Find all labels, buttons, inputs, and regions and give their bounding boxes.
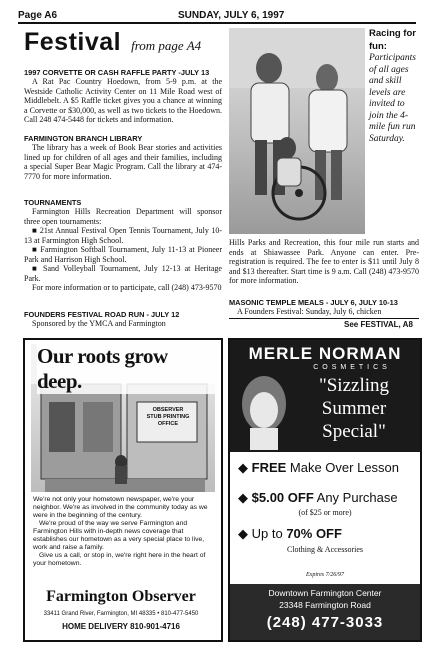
observer-headline: Our roots grow deep.	[37, 344, 217, 394]
woman-portrait-icon	[234, 370, 294, 450]
raffle-text: A Rat Pac Country Hoedown, from 5-9 p.m. at the Westside Catholic Activity Center on 11 Mile Road west of Middlebelt. A $5 Raffle ticket gives you a chance at winning a Corvette or $30,000, as well as two tickets to the Hoedown. Call 248 474-5448 for tickets and information.	[24, 77, 222, 124]
diamond-bullet-icon: ◆	[238, 490, 248, 505]
road-run-heading: FOUNDERS FESTIVAL ROAD RUN - JULY 12	[24, 310, 180, 319]
library-heading: FARMINGTON BRANCH LIBRARY	[24, 134, 143, 143]
observer-para-2: We're proud of the way we serve Farmington and Farmington Hills with in-depth news coverage that establishes our hometown as a very special place to live, work and raise a family.	[33, 520, 205, 551]
offer-free-makeover: ◆ FREE Make Over Lesson	[238, 460, 400, 475]
observer-address: 33411 Grand River, Farmington, MI 48335 • 810-477-5450	[43, 611, 199, 617]
masonic-heading: MASONIC TEMPLE MEALS - JULY 6, JULY 10-13	[229, 298, 398, 307]
merle-norman-brand: MERLE NORMAN	[248, 344, 402, 363]
merle-location-band	[230, 584, 420, 640]
building-sign: OBSERVER STUB PRINTING OFFICE	[146, 407, 190, 427]
tournament-item: ■ Sand Volleyball Tournament, July 12-13 at Heritage Park.	[24, 264, 222, 283]
diamond-bullet-icon: ◆	[238, 526, 248, 541]
page-label: Page A6	[18, 10, 58, 21]
masonic-rule	[229, 318, 419, 319]
photo-caption-bold: Racing for fun:	[369, 28, 416, 52]
observer-para-1: We're not only your hometown newspaper, we're your neighbor. We're as involved in the community today as we were in the beginning of the century.	[33, 496, 208, 519]
square-bullet-icon: ■	[32, 245, 41, 254]
photo-caption-text: Participants of all ages and skill levels are invited to join the 4-mile fun run Saturday.	[369, 53, 416, 144]
merle-headline: "Sizzling Summer Special"	[318, 375, 390, 442]
festival-title-row	[24, 28, 224, 57]
offer-seventy-off-sub: Clothing & Accessories	[287, 545, 363, 554]
see-festival-link[interactable]: See FESTIVAL, A8	[344, 320, 413, 329]
diamond-bullet-icon: ◆	[238, 460, 248, 475]
observer-body	[33, 496, 213, 568]
merle-expires: Expires 7/26/97	[306, 572, 344, 578]
runners-photo	[229, 28, 365, 234]
observer-para-3: Give us a call, or stop in, we're right here in the heart of your hometown.	[33, 552, 206, 567]
observer-logo: Farmington Observer	[46, 588, 196, 605]
merle-norman-cosmetics: COSMETICS	[313, 364, 391, 371]
festival-title: Festival	[24, 28, 122, 56]
offer-five-off-sub: (of $25 or more)	[298, 508, 352, 517]
offer-five-off: ◆ $5.00 OFF Any Purchase	[238, 490, 398, 505]
merle-location-1: Downtown Farmington Center	[268, 588, 382, 598]
square-bullet-icon: ■	[32, 226, 40, 235]
library-text: The library has a week of Book Bear stories and activities lined up for children of all ages and their families, including a special Super Bear Magic Program. Call the library at 474-7770 for more information.	[24, 143, 222, 181]
runners-photo-illustration	[229, 28, 365, 234]
tournament-item: ■ Farmington Softball Tournament, July 11-13 at Pioneer Park and Harrison High School.	[24, 245, 222, 264]
tournaments-outro: For more information or to participate, call (248) 473-9570	[32, 283, 222, 292]
raffle-heading: 1997 CORVETTE OR CASH RAFFLE PARTY -JULY 13	[24, 68, 210, 77]
header-rule	[18, 22, 416, 24]
merle-location-2: 23348 Farmington Road	[279, 600, 371, 610]
offer-seventy-off: ◆ Up to 70% OFF	[238, 526, 342, 541]
road-run-continued: Hills Parks and Recreation, this four mile run starts and ends at Shiawassee Park. Anyone can enter. Pre-registration is required. The fee to enter is $11 until July 8 and $13 thereafter. Start time is 9 a.m. Call (248) 473-9570 for more information.	[229, 238, 419, 285]
square-bullet-icon: ■	[32, 264, 44, 273]
merle-norman-ad	[228, 338, 422, 642]
merle-norman-banner	[230, 340, 420, 452]
photo-caption	[369, 28, 419, 145]
road-run-text: Sponsored by the YMCA and Farmington	[32, 319, 166, 328]
festival-jump: from page A4	[131, 38, 202, 53]
tournament-item: ■ 21st Annual Festival Open Tennis Tournament, July 10-13 at Farmington High School.	[24, 226, 222, 245]
tournaments-heading: TOURNAMENTS	[24, 198, 82, 207]
observer-delivery: HOME DELIVERY 810-901-4716	[62, 622, 180, 631]
merle-phone: (248) 477-3033	[266, 614, 384, 631]
masonic-text: A Founders Festival: Sunday, July 6, chicken	[237, 307, 382, 316]
observer-ad	[23, 338, 223, 642]
tournaments-block	[24, 207, 222, 293]
page-date: SUNDAY, JULY 6, 1997	[178, 10, 285, 21]
tournaments-intro: Farmington Hills Recreation Department will sponsor three open tournaments:	[24, 207, 222, 226]
